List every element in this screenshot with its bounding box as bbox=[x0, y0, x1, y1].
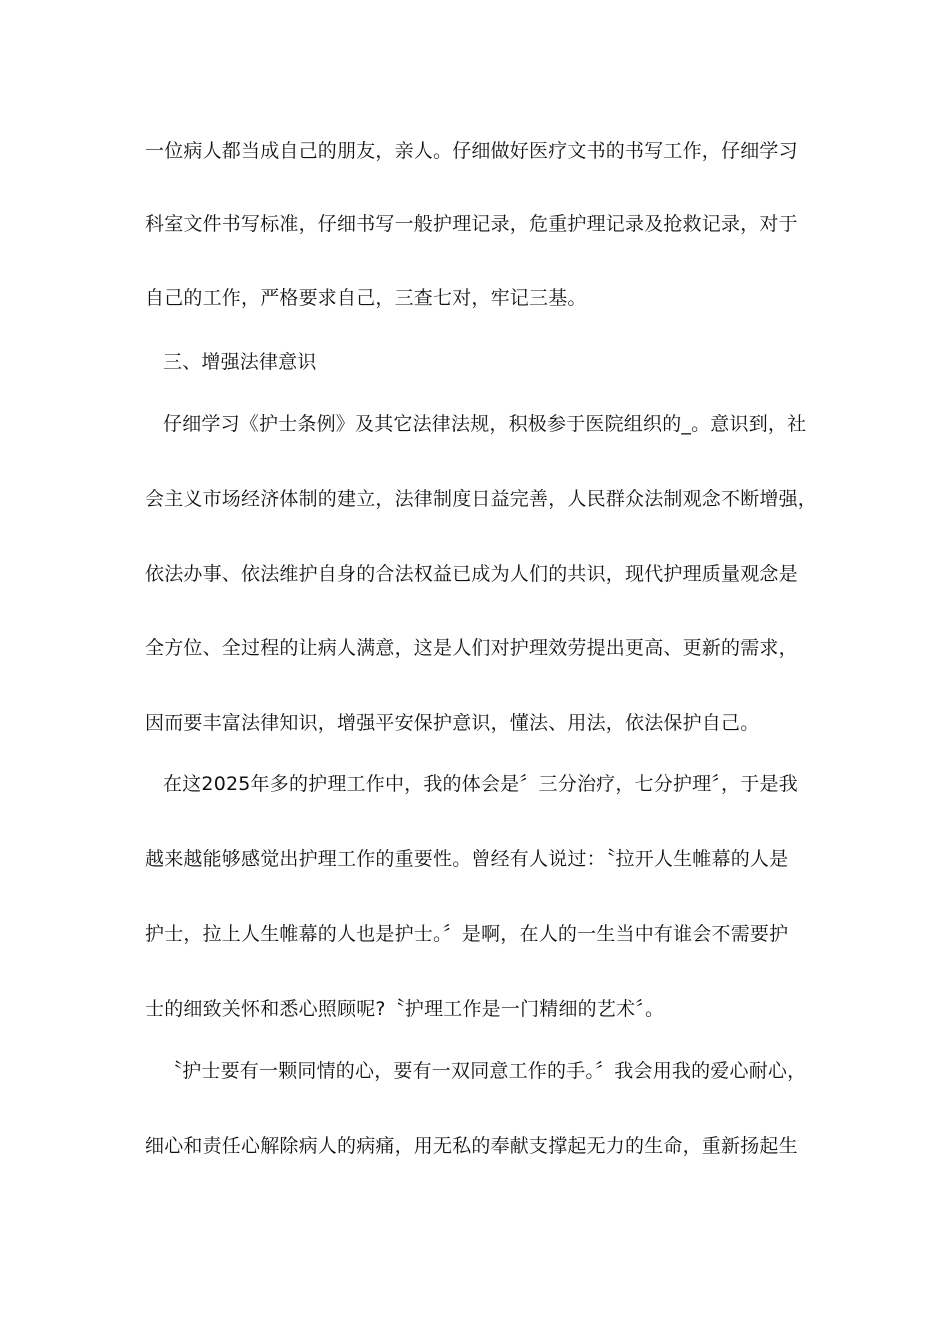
text-line: 科室文件书写标准，仔细书写一般护理记录，危重护理记录及抢救记录，对于 bbox=[145, 213, 798, 235]
text-line: 因而要丰富法律知识，增强平安保护意识，懂法、用法，依法保护自己。 bbox=[145, 712, 760, 734]
text-line: 在这2025年多的护理工作中，我的体会是〞三分治疗，七分护理〞，于是我 bbox=[163, 773, 798, 795]
text-line: 全方位、全过程的让病人满意，这是人们对护理效劳提出更高、更新的需求， bbox=[145, 637, 798, 659]
text-line: 越来越能够感觉出护理工作的重要性。曾经有人说过：〝拉开人生帷幕的人是 bbox=[145, 848, 789, 870]
text-line: 士的细致关怀和悉心照顾呢?〝护理工作是一门精细的艺术〞。 bbox=[145, 998, 665, 1020]
text-line: 细心和责任心解除病人的病痛，用无私的奉献支撑起无力的生命，重新扬起生 bbox=[145, 1135, 798, 1157]
section-heading: 三、增强法律意识 bbox=[163, 351, 317, 373]
text-line: 仔细学习《护士条例》及其它法律法规，积极参于医院组织的_。意识到，社 bbox=[163, 413, 807, 435]
text-line: 护士，拉上人生帷幕的人也是护士。〞是啊，在人的一生当中有谁会不需要护 bbox=[145, 923, 789, 945]
text-line: 一位病人都当成自己的朋友，亲人。仔细做好医疗文书的书写工作，仔细学习 bbox=[145, 140, 798, 162]
text-line: 会主义市场经济体制的建立，法律制度日益完善，人民群众法制观念不断增强， bbox=[145, 488, 818, 510]
text-line: 〝护士要有一颗同情的心，要有一双同意工作的手。〞我会用我的爱心耐心， bbox=[163, 1060, 807, 1082]
text-line: 自己的工作，严格要求自己，三查七对，牢记三基。 bbox=[145, 287, 587, 309]
text-line: 依法办事、依法维护自身的合法权益已成为人们的共识，现代护理质量观念是 bbox=[145, 563, 798, 585]
